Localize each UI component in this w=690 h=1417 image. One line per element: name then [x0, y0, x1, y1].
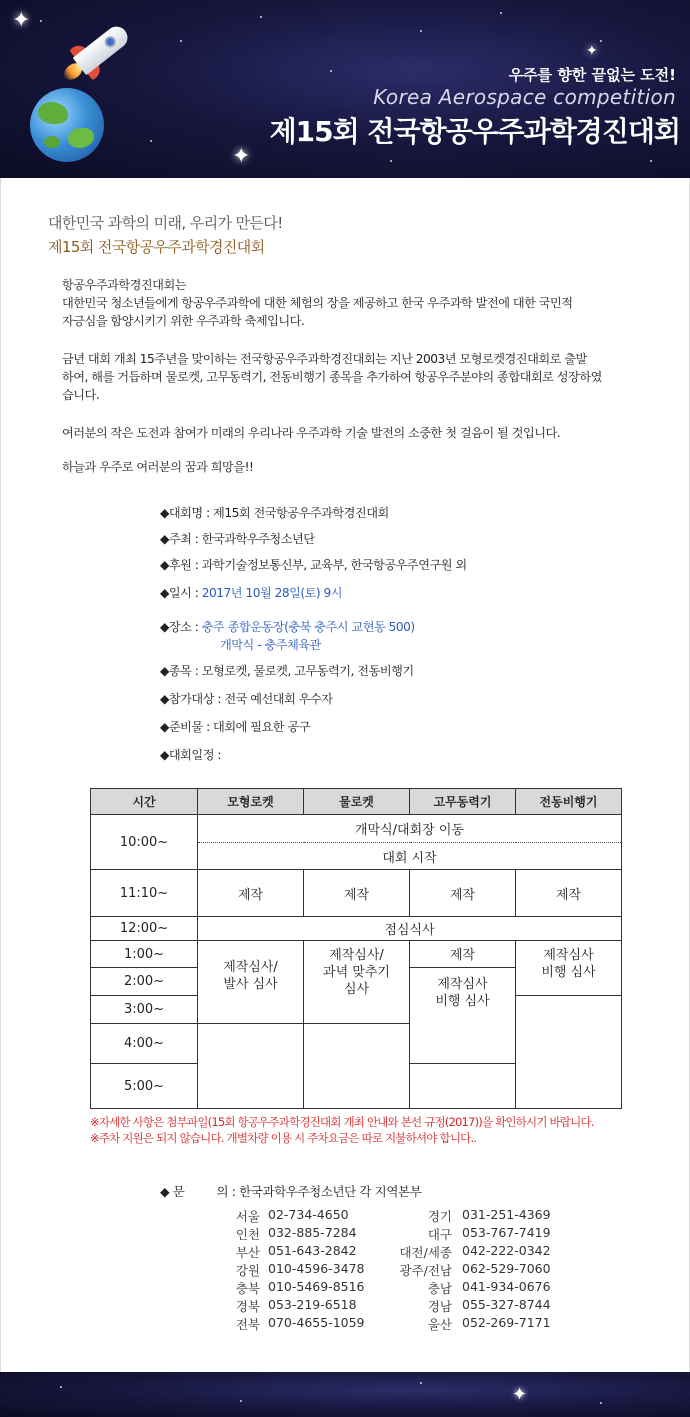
start-cell: 대회 시작: [198, 843, 622, 870]
paragraph-3: [62, 424, 642, 442]
star-icon: [150, 140, 152, 142]
info-events: ◆종목 : 모형로켓, 물로켓, 고무동력기, 전동비행기: [160, 664, 414, 678]
water-rocket-review: 제작심사/ 과녁 맞추기 심사: [304, 941, 410, 1024]
info-event-name: ◆대회명 : 제15회 전국항공우주과학경진대회: [160, 506, 389, 520]
time-cell: 1:00~: [91, 941, 198, 968]
star-icon: [240, 1400, 242, 1402]
electric-plane-empty: [516, 996, 622, 1109]
paragraph-line: 하늘과 우주로 여러분의 꿈과 희망을!!: [62, 460, 254, 474]
note-attachment: ※자세한 사항은 첨부파일(15회 항공우주과학경진대회 개최 안내와 본선 규정(2017))을 확인하시기 바랍니다.: [90, 1115, 594, 1129]
star-icon: [260, 16, 262, 18]
make-cell: 제작: [304, 870, 410, 917]
info-venue: ◆장소 : 충주 종합운동장(충북 충주시 교현동 500): [160, 620, 415, 634]
model-rocket-review: 제작심사/ 발사 심사: [198, 941, 304, 1024]
electric-plane-review: 제작심사 비행 심사: [516, 941, 622, 996]
list-item: 경북 053-219-6518 경남 055-327-8744: [235, 1297, 551, 1314]
header-time: 시간: [91, 789, 198, 815]
info-venue-opening: 개막식 - 충주체육관: [220, 638, 321, 652]
time-cell: 3:00~: [91, 996, 198, 1024]
info-supplies: ◆준비물 : 대회에 필요한 공구: [160, 720, 310, 734]
note-parking: ※주차 지원은 되지 않습니다. 개별차량 이용 시 주차요금은 따로 지불하셔야 합니다..: [90, 1131, 477, 1145]
time-cell: 10:00~: [91, 815, 198, 870]
banner-english-title: Korea Aerospace competition: [373, 85, 676, 109]
table-row: [91, 870, 622, 917]
info-participants: ◆참가대상 : 전국 예선대회 우수자: [160, 692, 333, 706]
list-item: 충북 010-5469-8516 충남 041-934-0676: [235, 1279, 551, 1296]
make-cell: 제작: [198, 870, 304, 917]
star-icon: [180, 40, 182, 42]
header-model-rocket: 모형로켓: [198, 789, 304, 815]
paragraph-line: 하여, 해를 거듭하며 물로켓, 고무동력기, 전동비행기 종목을 추가하여 항공우주분야의 종합대회로 성장하였: [62, 370, 602, 384]
contact-label: ◆ 문: [160, 1184, 185, 1199]
paragraph-line: 금년 대회 개최 15주년을 맞이하는 전국항공우주과학경진대회는 지난 2003년 모형로켓경진대회로 출발: [62, 352, 587, 366]
time-cell: 12:00~: [91, 917, 198, 941]
notes: [90, 1114, 594, 1146]
opening-cell: 개막식/대회장 이동: [198, 815, 622, 843]
time-cell: 2:00~: [91, 968, 198, 996]
header-electric-plane: 전동비행기: [516, 789, 622, 815]
table-row: [91, 941, 622, 968]
earth-icon: [30, 88, 104, 162]
star-icon: [60, 1386, 62, 1388]
list-item: 전북 070-4655-1059 울산 052-269-7171: [235, 1315, 551, 1332]
contact-label-suffix: 의 :: [216, 1184, 240, 1199]
star-icon: [650, 160, 652, 162]
star-icon: [500, 12, 502, 14]
rubber-plane-review: 제작심사 비행 심사: [410, 968, 516, 1064]
paragraph-line: 대한민국 청소년들에게 항공우주과학에 대한 체험의 장을 제공하고 한국 우주과학 발전에 대한 국민적: [62, 296, 573, 310]
sparkle-icon: ✦: [586, 43, 598, 59]
paragraph-2: [62, 350, 642, 404]
paragraph-line: 항공우주과학경진대회는: [62, 278, 187, 292]
lunch-cell: 점심식사: [198, 917, 622, 941]
list-item: 서울 02-734-4650 경기 031-251-4369: [235, 1207, 551, 1224]
table-row: [91, 917, 622, 941]
time-cell: 4:00~: [91, 1024, 198, 1064]
schedule-table: [90, 788, 622, 1109]
info-schedule-label: ◆대회일정 :: [160, 748, 221, 762]
rubber-plane-make: 제작: [410, 941, 516, 968]
star-icon: [420, 1382, 422, 1384]
star-icon: [600, 40, 602, 42]
make-cell: 제작: [516, 870, 622, 917]
star-icon: [600, 1402, 602, 1404]
banner-tagline: 우주를 향한 끝없는 도전!: [508, 66, 676, 84]
banner-korean-title: 제15회 전국항공우주과학경진대회: [269, 115, 680, 148]
time-cell: 11:10~: [91, 870, 198, 917]
rocket-icon: [70, 12, 144, 79]
paragraph-line: 자긍심을 함양시키기 위한 우주과학 축제입니다.: [62, 314, 305, 328]
table-row: [91, 815, 622, 843]
info-host: ◆주최 : 한국과학우주청소년단: [160, 532, 315, 546]
paragraph-1: [62, 276, 642, 330]
model-rocket-empty: [198, 1024, 304, 1109]
contact-heading: [160, 1182, 421, 1200]
frame-left: [0, 178, 1, 1372]
list-item: 인천 032-885-7284 대구 053-767-7419: [235, 1225, 551, 1242]
star-icon: [40, 20, 42, 22]
info-date: ◆일시 : 2017년 10월 28일(토) 9시: [160, 586, 343, 600]
make-cell: 제작: [410, 870, 516, 917]
rubber-plane-empty: [410, 1064, 516, 1109]
star-icon: [330, 70, 332, 72]
header-water-rocket: 물로켓: [304, 789, 410, 815]
paragraph-line: 여러분의 작은 도전과 참여가 미래의 우리나라 우주과학 기술 발전의 소중한 첫 걸음이 될 것입니다.: [62, 426, 561, 440]
paragraph-4: [62, 458, 642, 476]
sparkle-icon: ✦: [12, 8, 31, 33]
header-rubber-plane: 고무동력기: [410, 789, 516, 815]
list-item: 부산 051-643-2842 대전/세종 042-222-0342: [235, 1243, 551, 1260]
star-icon: [390, 160, 392, 162]
table-header-row: [91, 789, 622, 815]
paragraph-line: 습니다.: [62, 388, 100, 402]
time-cell: 5:00~: [91, 1064, 198, 1109]
water-rocket-empty: [304, 1024, 410, 1109]
header-banner: [0, 0, 690, 178]
list-item: 강원 010-4596-3478 광주/전남 062-529-7060: [235, 1261, 551, 1278]
intro-slogan: 대한민국 과학의 미래, 우리가 만든다!: [48, 214, 283, 232]
intro-title: 제15회 전국항공우주과학경진대회: [48, 238, 265, 256]
sparkle-icon: ✦: [232, 144, 251, 169]
info-sponsor: ◆후원 : 과학기술정보통신부, 교육부, 한국항공우주연구원 외: [160, 558, 467, 572]
footer-banner: [0, 1372, 690, 1417]
contact-org: 한국과학우주청소년단 각 지역본부: [239, 1184, 422, 1199]
sparkle-icon: ✦: [512, 1384, 528, 1405]
star-icon: [420, 30, 422, 32]
